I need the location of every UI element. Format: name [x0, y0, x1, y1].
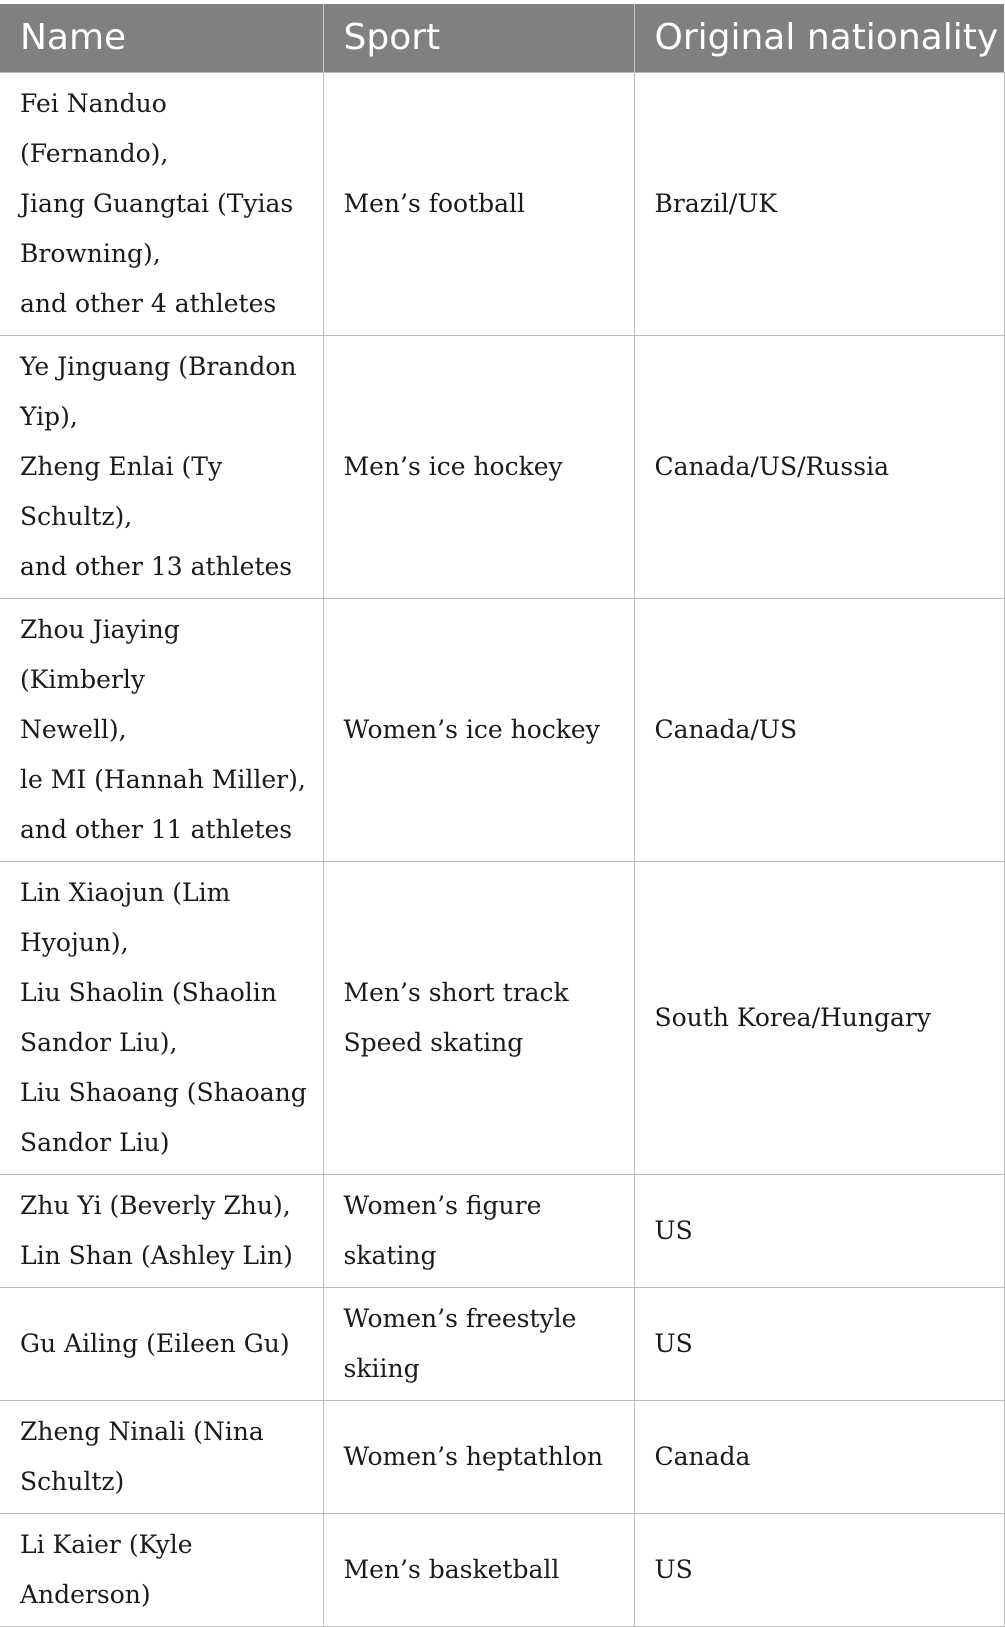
table-row: [0, 1400, 1004, 1513]
name-cell: Zhu Yi (Beverly Zhu), Lin Shan (Ashley Lin): [0, 1174, 323, 1287]
sport-cell: Women’s figure skating: [323, 1174, 634, 1287]
name-cell: Gu Ailing (Eileen Gu): [0, 1287, 323, 1400]
nationality-cell: Canada/US: [634, 598, 1004, 861]
table-row: [0, 861, 1004, 1174]
name-cell: Zheng Ninali (Nina Schultz): [0, 1400, 323, 1513]
table-row: [0, 598, 1004, 861]
nationality-cell: Canada/US/Russia: [634, 335, 1004, 598]
nationality-cell: US: [634, 1513, 1004, 1626]
header-row: [0, 4, 1004, 72]
column-header-nationality: Original nationality: [634, 4, 1004, 72]
name-cell: Fei Nanduo (Fernando), Jiang Guangtai (Tyias Browning), and other 4 athletes: [0, 72, 323, 335]
column-header-sport: Sport: [323, 4, 634, 72]
name-cell: Lin Xiaojun (Lim Hyojun), Liu Shaolin (Shaolin Sandor Liu), Liu Shaoang (Shaoang Sandor Liu): [0, 861, 323, 1174]
sport-cell: Men’s football: [323, 72, 634, 335]
sport-cell: Women’s freestyle skiing: [323, 1287, 634, 1400]
nationality-cell: South Korea/Hungary: [634, 861, 1004, 1174]
sport-cell: Women’s heptathlon: [323, 1400, 634, 1513]
column-header-name: Name: [0, 4, 323, 72]
table-header: [0, 4, 1004, 72]
sport-cell: Men’s basketball: [323, 1513, 634, 1626]
nationality-cell: US: [634, 1287, 1004, 1400]
sport-cell: Men’s short track Speed skating: [323, 861, 634, 1174]
sport-cell: Men’s ice hockey: [323, 335, 634, 598]
table-row: [0, 1174, 1004, 1287]
name-cell: Ye Jinguang (Brandon Yip), Zheng Enlai (Ty Schultz), and other 13 athletes: [0, 335, 323, 598]
table-body: [0, 72, 1004, 1626]
nationality-cell: Canada: [634, 1400, 1004, 1513]
sport-cell: Women’s ice hockey: [323, 598, 634, 861]
name-cell: Li Kaier (Kyle Anderson): [0, 1513, 323, 1626]
name-cell: Zhou Jiaying (Kimberly Newell), le MI (Hannah Miller), and other 11 athletes: [0, 598, 323, 861]
table-row: [0, 1287, 1004, 1400]
athletes-table: [0, 4, 1005, 1627]
nationality-cell: US: [634, 1174, 1004, 1287]
table-row: [0, 1513, 1004, 1626]
nationality-cell: Brazil/UK: [634, 72, 1004, 335]
table-row: [0, 72, 1004, 335]
table-row: [0, 335, 1004, 598]
